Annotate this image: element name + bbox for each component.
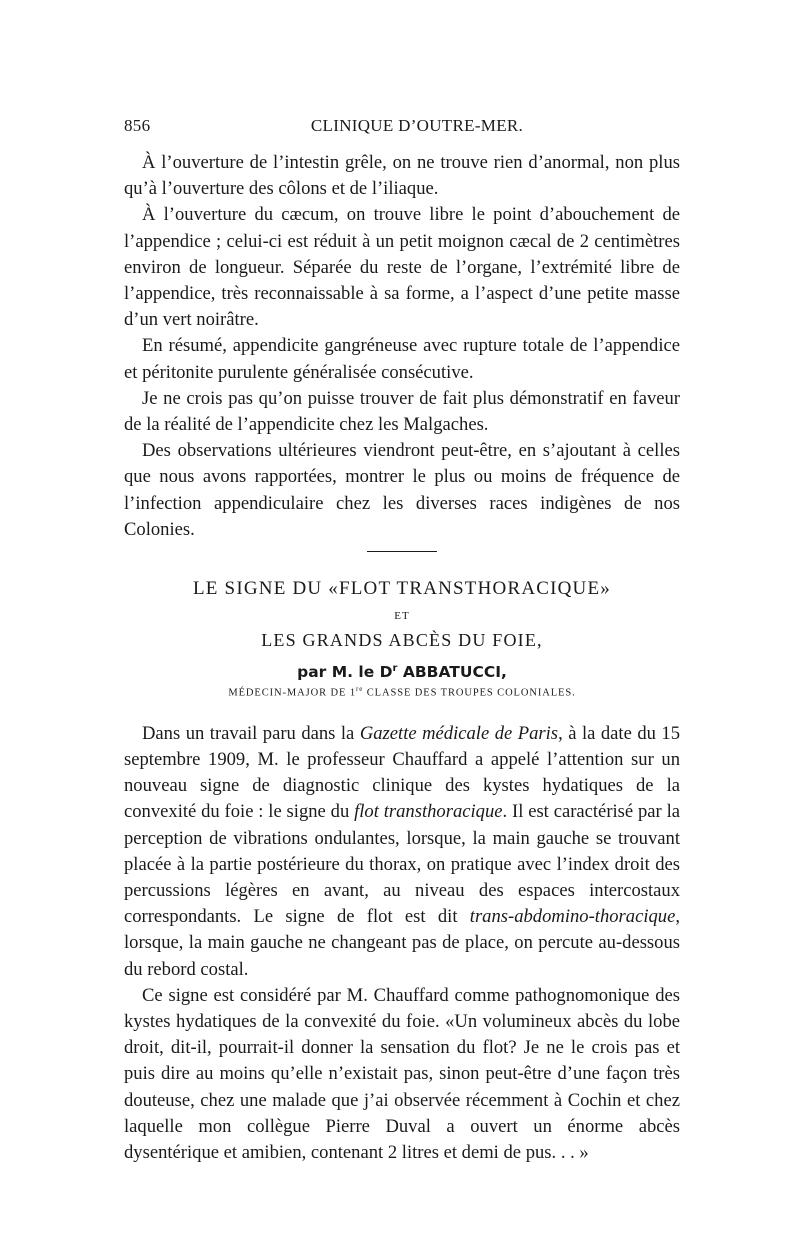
paragraph: À l’ouverture de l’intestin grêle, on ne trouve rien d’anormal, non plus qu’à l’ouverture des côlons et de l’iliaque. — [124, 152, 680, 200]
article-title: LE SIGNE DU «FLOT TRANSTHORACIQUE» — [193, 578, 611, 600]
paragraph: En résumé, appendicite gangréneuse avec rupture totale de l’appendice et péritonite purulente généralisée consécutive. — [124, 335, 680, 383]
previous-article-conclusion — [124, 150, 680, 543]
paragraph: Je ne crois pas qu’on puisse trouver de fait plus démonstratif en faveur de la réalité de l’appendicite chez les Malgaches. — [124, 387, 680, 436]
paragraph: Des observations ultérieures viendront peut-être, en s’ajoutant à celles que nous avons rapportées, montrer le plus ou moins de fréquence de l’infection appendiculaire chez les diverses races indigènes de nos Colonies. — [124, 440, 680, 540]
article-subtitle: LES GRANDS ABCÈS DU FOIE, — [261, 630, 543, 651]
running-title: CLINIQUE D’OUTRE-MER. — [310, 116, 524, 135]
author-line: par M. le $D^r$ ABBATUCCI, — [297, 663, 507, 682]
section-divider — [367, 551, 437, 552]
paragraph: Ce signe est considéré par M. Chauffard comme pathognomonique des kystes hydatiques de la convexité du foie. «Un volumineux abcès du lobe droit, dit-il, pourrait-il donner la sensation du flot? Je ne le crois pas et puis dire au moins qu’elle n’existait pas, sinon peut-être d’une façon très douteuse, chez une malade que j’ai observée récemment à Cochin et chez laquelle mon collègue Pierre Duval a ouvert un énorme abcès dysentérique et amibien, contenant 2 litres et demi de pus. . . » — [124, 984, 680, 1163]
article-body — [124, 721, 680, 1166]
page-number: 856 — [124, 116, 151, 135]
title-connector: ET — [394, 610, 410, 623]
author-rank: MÉDECIN-MAJOR DE 1re CLASSE DES TROUPES COLONIALES. — [228, 685, 576, 699]
paragraph: À l’ouverture du cæcum, on trouve libre le point d’abouchement de l’appendice ; celui-ci est réduit à un petit moignon cæcal de 2 centimètres environ de longueur. Séparée du reste de l’organe, l’extrémité libre de l’appendice, très reconnaissable à sa forme, a l’aspect d’une petite masse d’un vert noirâtre. — [124, 204, 680, 331]
paragraph: Dans un travail paru dans la Gazette médicale de Paris, à la date du 15 septembre 1909, M. le professeur Chauffard a appelé l’attention sur un nouveau signe de diagnostic clinique des kystes hydatiques de la convexité du foie : le signe du flot transthoracique. Il est caractérisé par la perception de vibrations ondulantes, lorsque, la main gauche se trouvant placée à la partie postérieure du thorax, on pratique avec l’index droit des percussions légères en avant, au niveau des espaces intercostaux correspondants. Le signe de flot est dit trans-abdomino-thoracique, lorsque, la main gauche ne changeant pas de place, on percute au-dessous du rebord costal. — [124, 722, 681, 980]
book-page — [124, 110, 680, 1166]
running-header — [124, 110, 680, 136]
